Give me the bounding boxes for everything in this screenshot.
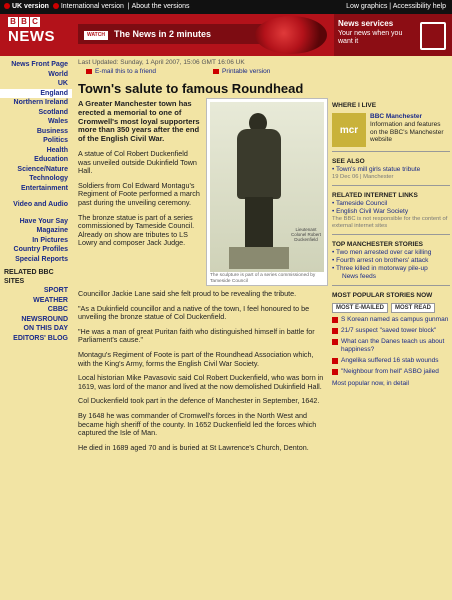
nav-item[interactable]: Health bbox=[46, 146, 68, 154]
top-story-link[interactable]: • Three killed in motorway pile-up bbox=[332, 265, 450, 273]
mcr-logo: mcr bbox=[332, 113, 366, 147]
news-in-2-label: The News in 2 minutes bbox=[113, 29, 211, 39]
divider bbox=[332, 234, 450, 235]
most-popular-detail-link[interactable]: Most popular now, in detail bbox=[332, 380, 409, 387]
video-icon bbox=[332, 369, 338, 375]
statue-plaque-text: Lieutenant Colonel Robert Duckenfield bbox=[290, 227, 322, 242]
popular-item[interactable] bbox=[332, 316, 450, 324]
nav-item[interactable]: Business bbox=[36, 127, 68, 135]
statue-photo bbox=[206, 98, 328, 286]
story-intro: A Greater Manchester town has erected a memorial to one of Cromwell's most loyal supporters more than 350 years after the end of the English Civil War. bbox=[78, 99, 200, 144]
uk-dot-icon bbox=[4, 3, 10, 9]
mcr-title: BBC Manchester bbox=[370, 113, 423, 120]
nav-item[interactable]: Magazine bbox=[36, 227, 68, 234]
news-wordmark: NEWS bbox=[8, 28, 55, 45]
news-services-title: News services bbox=[338, 19, 394, 28]
popular-item[interactable] bbox=[332, 327, 450, 335]
low-graphics-link[interactable]: Low graphics bbox=[346, 3, 388, 10]
tab-most-emailed[interactable]: MOST E-MAILED bbox=[332, 303, 388, 313]
masthead bbox=[0, 14, 452, 56]
most-popular-header: MOST POPULAR STORIES NOW bbox=[332, 292, 433, 299]
popular-item[interactable] bbox=[332, 338, 450, 354]
where-i-live-header: WHERE I LIVE bbox=[332, 102, 377, 109]
tab-most-read[interactable]: MOST READ bbox=[391, 303, 435, 313]
nav-item[interactable]: In Pictures bbox=[32, 236, 68, 244]
nav-item[interactable]: SPORT bbox=[43, 287, 68, 294]
nav-item[interactable]: World bbox=[48, 70, 68, 78]
globe-graphic bbox=[255, 16, 327, 54]
story-paragraph: He died in 1689 aged 70 and is buried at St Lawrence's Church, Denton. bbox=[78, 442, 309, 452]
top-stories-header: TOP MANCHESTER STORIES bbox=[332, 241, 424, 248]
printer-icon bbox=[213, 69, 219, 74]
see-also-header: SEE ALSO bbox=[332, 158, 365, 165]
bbc-box-b1: B bbox=[8, 17, 18, 27]
popular-item-label: "Neighbour from hell" ASBO jailed bbox=[341, 368, 439, 375]
top-story-link[interactable]: • Fourth arrest on brothers' attack bbox=[332, 257, 450, 265]
divider bbox=[332, 285, 450, 286]
story-paragraph: A statue of Col Robert Duckenfield was unveiled outside Dukinfield Town Hall. bbox=[78, 148, 197, 176]
internet-link[interactable]: • Tameside Council bbox=[332, 200, 450, 208]
related-sites-header: RELATED BBC SITES bbox=[4, 269, 54, 285]
email-icon bbox=[86, 69, 92, 74]
divider bbox=[332, 185, 450, 186]
news-in-2-minutes-button[interactable] bbox=[78, 24, 278, 44]
mobile-device-icon bbox=[420, 22, 446, 50]
nav-item[interactable]: Politics bbox=[43, 137, 68, 144]
story-paragraph: By 1648 he was commander of Cromwell's forces in the North West and became high sheriff of the county. In 1652 Duckenfield led the forces which captured the Isle of Man. bbox=[78, 410, 317, 438]
story-paragraph: Local historian Mike Pavasovic said Col Robert Duckenfield, who was born in 1619, was lord of the manor and lived at the now demolished Dukinfield Hall. bbox=[78, 373, 324, 391]
video-icon bbox=[332, 358, 338, 364]
popular-item-label: What can the Danes teach us about happiness? bbox=[341, 338, 445, 353]
bbc-box-b2: B bbox=[19, 17, 29, 27]
left-navigation bbox=[0, 60, 72, 343]
nav-item[interactable]: Technology bbox=[29, 175, 68, 182]
top-story-link[interactable]: • Two men arrested over car killing bbox=[332, 249, 450, 257]
intl-dot-icon bbox=[53, 3, 59, 9]
story-top-column bbox=[78, 100, 200, 254]
statue-plinth bbox=[229, 247, 289, 269]
bbc-manchester-promo[interactable] bbox=[332, 113, 450, 147]
internet-links-header: RELATED INTERNET LINKS bbox=[332, 192, 418, 199]
nav-item[interactable]: Country Profiles bbox=[13, 246, 68, 253]
article-tools bbox=[78, 67, 326, 76]
accessibility-help-link[interactable]: Accessibility help bbox=[392, 3, 446, 10]
story-paragraph: "As a Dukinfield councillor and a native of the town, I feel honoured to be unveiling the bronze statue of Col Duckenfield. bbox=[78, 303, 310, 322]
popular-list bbox=[332, 316, 450, 376]
email-link[interactable] bbox=[86, 67, 156, 76]
video-icon bbox=[332, 317, 338, 323]
news-feeds-link[interactable]: News feeds bbox=[342, 273, 376, 280]
nav-item[interactable]: UK bbox=[57, 80, 68, 87]
statue-legs-shape bbox=[245, 197, 273, 249]
nav-item[interactable]: Have Your Say bbox=[19, 217, 68, 225]
internet-link[interactable]: • English Civil War Society bbox=[332, 208, 450, 216]
nav-item[interactable]: EDITORS' BLOG bbox=[13, 334, 68, 342]
nav-item[interactable]: Scotland bbox=[38, 108, 68, 116]
video-icon bbox=[332, 328, 338, 334]
story-paragraph: Montagu's Regiment of Foote is part of the Roundhead Association which, with the King's Army, forms the English Civil War Society. bbox=[78, 349, 314, 368]
photo-caption: The sculpture is part of a series commissioned by Tameside Council bbox=[210, 273, 316, 284]
news-services-subtitle: Your news when you want it bbox=[338, 30, 403, 45]
nav-item[interactable]: Wales bbox=[48, 118, 68, 125]
popular-item-label: 21/7 suspect "saved tower block" bbox=[341, 327, 437, 334]
see-also-date: 19 Dec 06 | Manchester bbox=[332, 174, 394, 180]
top-bar: UK version International version | About the versions Low graphics | Accessibility help bbox=[0, 0, 452, 14]
nav-item[interactable]: England bbox=[0, 89, 72, 99]
nav-item[interactable]: Education bbox=[34, 156, 68, 163]
last-updated: Last Updated: Sunday, 1 April 2007, 15:06 GMT 16:06 UK bbox=[78, 59, 245, 66]
divider bbox=[332, 151, 450, 152]
story-paragraph: "He was a man of great Puritan faith who distinguished himself in battle for Parliament's cause." bbox=[78, 326, 315, 345]
nav-item[interactable]: Entertainment bbox=[20, 184, 68, 192]
nav-item[interactable]: News Front Page bbox=[11, 61, 68, 68]
nav-item[interactable]: Science/Nature bbox=[17, 165, 68, 173]
story-paragraph: Councillor Jackie Lane said she felt proud to be revealing the tribute. bbox=[78, 289, 297, 298]
popular-item[interactable] bbox=[332, 357, 450, 365]
story-paragraph: Soldiers from Col Edward Montagu's Regiment of Foote performed a march past during the unveiling ceremony. bbox=[78, 180, 200, 207]
email-label: E-mail this to a friend bbox=[95, 68, 157, 75]
mcr-text: Information and features on the BBC's Manchester website bbox=[370, 121, 444, 143]
watch-badge: WATCH bbox=[84, 31, 108, 40]
news-services-link[interactable] bbox=[334, 14, 452, 56]
popular-item[interactable] bbox=[332, 368, 450, 376]
about-versions-link[interactable]: About the versions bbox=[131, 3, 190, 10]
external-disclaimer: The BBC is not responsible for the content of external internet sites bbox=[332, 216, 448, 229]
see-also-link[interactable]: • Town's mill girls statue tribute bbox=[332, 166, 450, 174]
nav-item[interactable]: Video and Audio bbox=[13, 201, 68, 208]
statue-body-shape bbox=[237, 129, 281, 199]
nav-item[interactable]: WEATHER bbox=[33, 296, 68, 304]
popular-item-label: Angelika suffered 16 stab wounds bbox=[341, 357, 439, 364]
international-version-link[interactable]: International version bbox=[60, 3, 124, 10]
nav-item[interactable]: CBBC NEWSROUND bbox=[21, 306, 68, 323]
story-continued bbox=[78, 290, 326, 458]
print-link[interactable] bbox=[213, 67, 270, 76]
story-paragraph: Col Duckenfield took part in the defence of Manchester in September, 1642. bbox=[78, 396, 320, 406]
bbc-box-c: C bbox=[30, 17, 40, 27]
story-paragraph: The bronze statue is part of a series commissioned by Tameside Council. Already on show are tributes to LS Lowry and composer Jack Judge. bbox=[78, 212, 195, 248]
headline: Town's salute to famous Roundhead bbox=[78, 81, 304, 96]
nav-item[interactable]: ON THIS DAY bbox=[23, 325, 68, 332]
right-column bbox=[332, 96, 450, 388]
main-content bbox=[78, 56, 326, 452]
popular-item-label: S Korean named as campus gunman bbox=[341, 316, 449, 323]
popular-tabs bbox=[332, 303, 450, 313]
bbc-news-logo[interactable] bbox=[8, 17, 55, 45]
print-label: Printable version bbox=[222, 68, 271, 75]
nav-item[interactable]: Northern Ireland bbox=[13, 99, 68, 106]
uk-version-link[interactable]: UK version bbox=[12, 3, 49, 10]
video-icon bbox=[332, 339, 338, 345]
nav-item[interactable]: Special Reports bbox=[15, 255, 68, 263]
